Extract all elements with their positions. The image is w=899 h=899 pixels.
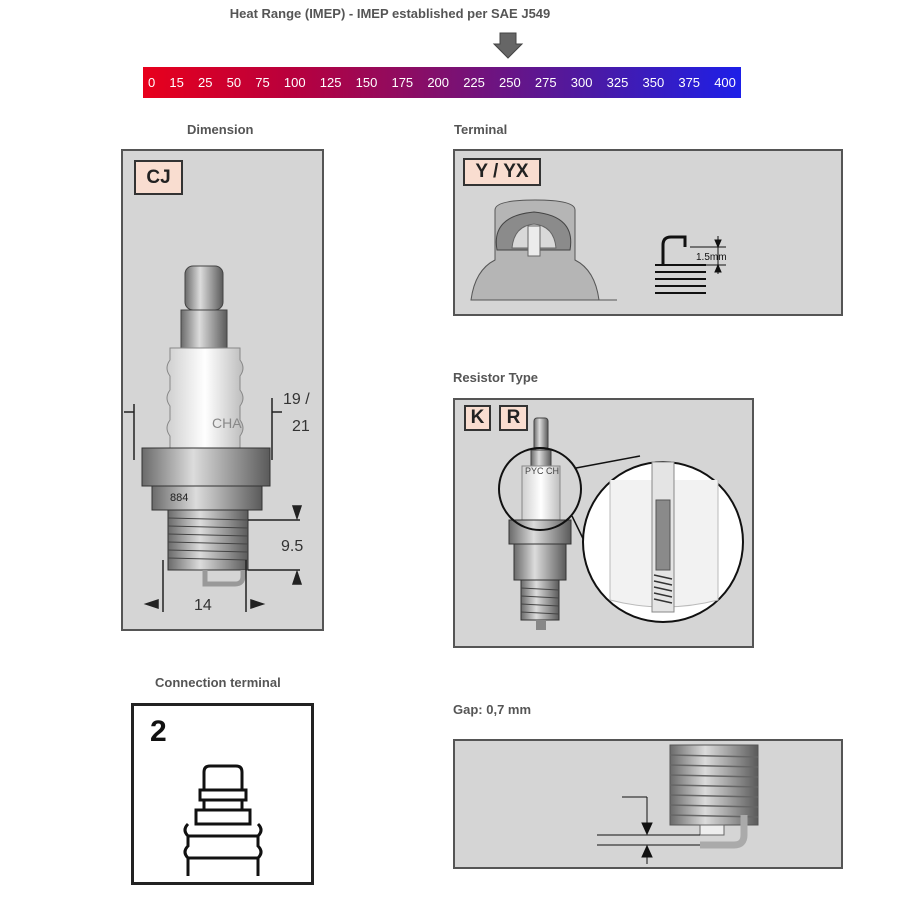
heat-scale-value: 275 bbox=[534, 75, 557, 90]
heat-scale-value: 50 bbox=[226, 75, 242, 90]
connection-terminal-code: 2 bbox=[150, 715, 167, 748]
heat-scale-value: 200 bbox=[427, 75, 450, 90]
heat-scale-value: 125 bbox=[319, 75, 342, 90]
dimension-code-tag: CJ bbox=[134, 160, 183, 195]
heat-scale-value: 75 bbox=[255, 75, 270, 90]
heat-scale-value: 15 bbox=[169, 75, 184, 90]
heat-scale-value: 250 bbox=[499, 75, 521, 90]
heat-scale-value: 225 bbox=[463, 75, 485, 90]
heat-range-title: Heat Range (IMEP) - IMEP established per SAE J549 bbox=[229, 6, 551, 21]
heat-scale-value: 325 bbox=[606, 75, 629, 90]
hex-part-number-text: 884 bbox=[170, 492, 189, 504]
heat-scale-value: 400 bbox=[714, 75, 736, 90]
heat-scale-value: 100 bbox=[283, 75, 306, 90]
heat-scale-value: 300 bbox=[570, 75, 593, 90]
heat-scale-value: 375 bbox=[678, 75, 701, 90]
hex-size-top-label: 19 / bbox=[283, 391, 310, 408]
heat-scale-value: 150 bbox=[355, 75, 378, 90]
thread-diameter-label: 14 bbox=[194, 597, 212, 614]
insulator-brand-text: CHA bbox=[212, 415, 242, 431]
resistor-insulator-text: PYC CH bbox=[525, 466, 560, 476]
heat-scale-value: 0 bbox=[148, 75, 156, 90]
resistor-code-r-tag: R bbox=[499, 405, 528, 431]
terminal-code-tag: Y / YX bbox=[463, 158, 541, 186]
reach-length-label: 9.5 bbox=[281, 538, 304, 555]
terminal-measure-label: 1.5mm bbox=[696, 252, 727, 263]
gap-heading: Gap: 0,7 mm bbox=[453, 702, 532, 717]
dimension-heading: Dimension bbox=[187, 122, 254, 137]
resistor-heading: Resistor Type bbox=[453, 370, 539, 385]
hex-size-bottom-label: 21 bbox=[292, 418, 310, 435]
heat-scale-value: 350 bbox=[642, 75, 665, 90]
connection-terminal-heading: Connection terminal bbox=[155, 675, 281, 690]
resistor-code-k-tag: K bbox=[464, 405, 491, 431]
heat-scale-value: 175 bbox=[391, 75, 414, 90]
terminal-heading: Terminal bbox=[454, 122, 508, 137]
heat-scale-value: 25 bbox=[198, 75, 213, 90]
